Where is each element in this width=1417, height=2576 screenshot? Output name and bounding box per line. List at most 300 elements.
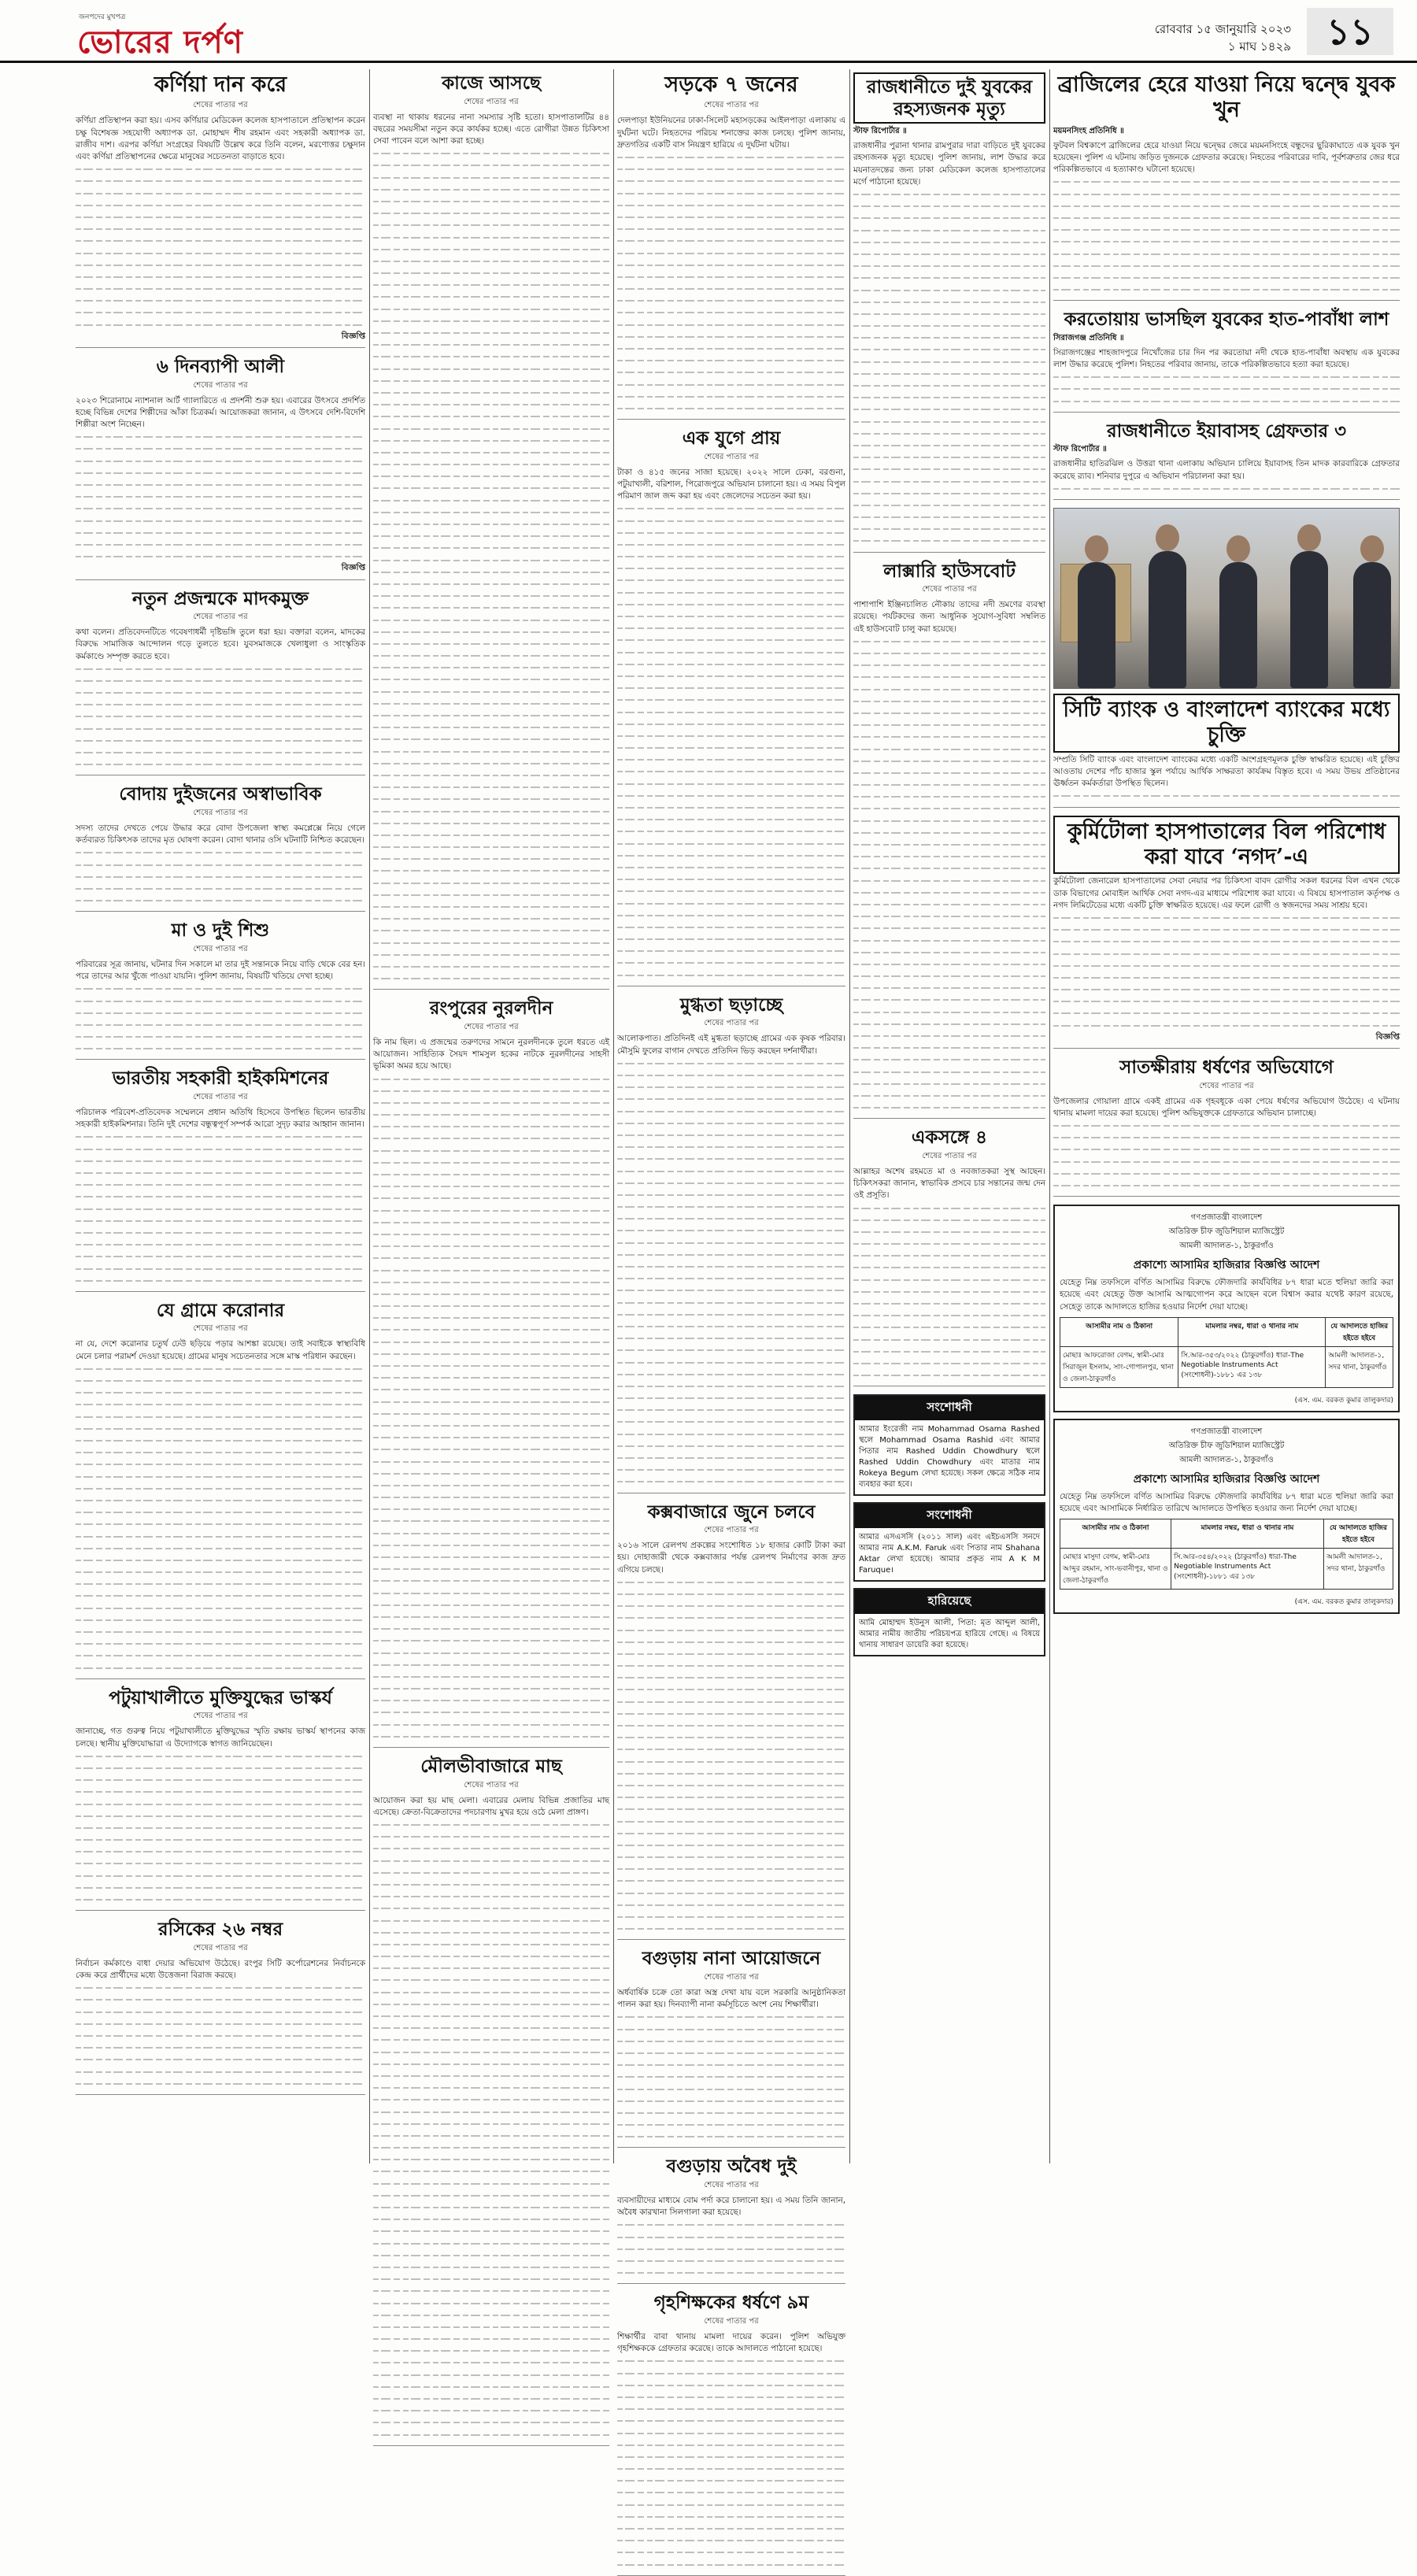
text-line: [617, 342, 845, 354]
text-line: [76, 663, 365, 675]
text-line: [853, 331, 1045, 343]
news-article[interactable]: [1053, 309, 1400, 413]
text-line: [1053, 948, 1400, 960]
text-line: [853, 1286, 1045, 1297]
text-line: [617, 1129, 845, 1141]
article-headline[interactable]: রসিকের ২৬ নম্বর: [157, 1919, 283, 1941]
text-line: [617, 1731, 845, 1743]
text-line: [373, 686, 609, 698]
text-line: [76, 1363, 365, 1375]
news-article[interactable]: [617, 427, 845, 986]
article-headline[interactable]: কুর্মিটোলা হাসপাতালের বিল পরিশোধ করা যাবে ‘নগদ’-এ: [1053, 816, 1400, 875]
text-line: [853, 671, 1045, 683]
text-line: [853, 403, 1045, 415]
text-line: [373, 291, 609, 302]
text-line: [76, 1263, 365, 1275]
article-headline[interactable]: রাজধানীতে দুই যুবকের রহস্যজনক মৃত্যু: [853, 72, 1045, 124]
text-line: [1053, 935, 1400, 947]
continuation-note: শেষের পাতার পর: [464, 1022, 519, 1031]
article-headline[interactable]: মা ও দুই শিশু: [171, 920, 270, 942]
text-line: [373, 375, 609, 387]
text-line: [373, 912, 609, 924]
text-line: [373, 864, 609, 876]
text-line: [617, 861, 845, 873]
text-line: [617, 2499, 845, 2511]
text-line: [373, 1575, 609, 1586]
court-notice-ad[interactable]: [1053, 1205, 1400, 1412]
photo-person: [1219, 562, 1257, 688]
continuation-note: শেষের পাতার পর: [704, 1019, 759, 1028]
text-line: [1053, 1020, 1400, 1031]
text-line: [76, 1578, 365, 1590]
text-line: [617, 2463, 845, 2474]
text-line: [1053, 923, 1400, 935]
news-article[interactable]: [76, 920, 365, 1060]
text-line: [1053, 272, 1400, 283]
text-line: [853, 1334, 1045, 1345]
text-line: [853, 827, 1045, 838]
text-line: [617, 694, 845, 705]
text-line: [373, 2010, 609, 2022]
news-article[interactable]: [76, 356, 365, 579]
classified-notice[interactable]: [853, 1394, 1045, 1496]
text-line: [853, 1202, 1045, 1214]
article-body: কর্ণিয়া প্রতিস্থাপন করা হয়। এসব কর্ণিয়ার মেডিকেল কলেজ হাসপাতালে প্রতিস্থাপন করেন চক্ষু বিশেষজ্ঞ সহযোগী অধ্যাপক ডা. মোহাম্মদ শীষ রহমান এবং সহকারী অধ্যাপক ডা. রাজীব দাশ। এরপর কর্ণিয়া সংগ্রহের বিষয়টি উল্লেখ করে তিনি বলেন, মরণোত্তর চক্ষুদান এবং কর্ণিয়া প্রতিস্থাপনের ক্ষেত্রে মানুষের সচেতনতা বাড়াতে হবে।: [76, 116, 365, 161]
continuation-note: শেষের পাতার পর: [193, 944, 248, 953]
text-line: [617, 2559, 845, 2570]
text-line: [617, 2439, 845, 2451]
text-line: [853, 1297, 1045, 1309]
text-line: [373, 1371, 609, 1383]
text-line: [617, 1105, 845, 1117]
table-row: [1060, 1549, 1393, 1590]
article-body: ফুটবল বিশ্বকাপে ব্রাজিলের হেরে যাওয়া নিয়ে দ্বন্দ্বের জেরে ময়মনসিংহে বন্ধুদের ছুরিকাঘাতে এক যুবক খুন হয়েছেন। পুলিশ এ ঘটনায় জড়িত দুজনকে গ্রেফতার করেছে। নিহতের পরিবারের দাবি, পূর্বশত্রুতার জের ধরে পরিকল্পিতভাবে এ হত্যাকাণ্ড ঘটানো হয়েছে।: [1053, 140, 1400, 175]
continuation-note: শেষের পাতার পর: [704, 1526, 759, 1535]
article-body: পরিবারের সূত্র জানায়, ঘটনার দিন সকালে মা তার দুই সন্তানকে নিয়ে বাড়ি থেকে বের হন। পরে তাদের আর খুঁজে পাওয়া যায়নি। পুলিশ জানায়, বিষয়টি খতিয়ে দেখা হচ্ছে।: [76, 959, 365, 982]
text-line: [373, 398, 609, 410]
text-line: [76, 1275, 365, 1286]
text-line: [617, 1887, 845, 1899]
text-line: [76, 1882, 365, 1893]
text-line: [617, 1117, 845, 1129]
text-line: [76, 1482, 365, 1494]
text-line: [373, 889, 609, 901]
text-line: [853, 1309, 1045, 1321]
text-line: [617, 366, 845, 378]
news-article[interactable]: [853, 1127, 1045, 1386]
news-article[interactable]: [1053, 816, 1400, 1049]
notice-body: আমি মোহাম্মদ ইউনুস আলী, পিতা: মৃত আব্দুল আলী, আমার নামীয় জাতীয় পরিচয়পত্র হারিয়ে গেছে। এ বিষয়ে থানায় সাধারণ ডায়েরি করা হয়েছে।: [859, 1619, 1040, 1650]
text-line: [617, 1660, 845, 1671]
text-line: [373, 350, 609, 362]
article-headline[interactable]: মৌলভীবাজারে মাছ: [420, 1756, 562, 1778]
text-line: [373, 1878, 609, 1890]
text-line: [76, 2030, 365, 2041]
text-line: [617, 390, 845, 402]
news-article[interactable]: [373, 1756, 609, 2446]
text-line: [373, 1890, 609, 1902]
text-line: [853, 1274, 1045, 1286]
notice-body: আমার এসএসসি (২০১১ সাল) এবং এইচএসসি সনদে আমার নাম A.K.M. Faruk এবং পিতার নাম Shahana Aktar লেখা হয়েছে। আমার প্রকৃত নাম A K M Faruque।: [859, 1533, 1040, 1575]
text-line: [617, 1743, 845, 1755]
text-line: [76, 1857, 365, 1869]
text-line: [76, 2006, 365, 2018]
text-line: [853, 356, 1045, 368]
news-article[interactable]: [373, 72, 609, 990]
text-line: [373, 1120, 609, 1132]
text-line: [373, 1205, 609, 1216]
article-body: টাকা ও ৪১৫ জনের সাজা হয়েছে। ২০২২ সালে ঢেকা, বরগুনা, পটুয়াখালী, বরিশাল, পিরোজপুরে অভিযান চালানো হয়। এ সময় বিপুল পরিমাণ জাল জব্দ করা হয় এবং জেলেদের সচেতন করা হয়।: [617, 467, 845, 502]
text-line: [76, 1423, 365, 1434]
news-article[interactable]: [617, 2156, 845, 2284]
text-line: [853, 695, 1045, 707]
text-line: [373, 1228, 609, 1240]
notice-title: সংশোধনী: [855, 1504, 1044, 1528]
text-line: [373, 1503, 609, 1515]
text-line: [853, 779, 1045, 790]
article-body: ২০১৬ সালে রেলপথ প্রকল্পের সংশোধিত ১৮ হাজার কোটি টাকা করা হয়। দোহাজারী থেকে কক্সবাজার পর্যন্ত রেলপথ নির্মাণের কাজ দ্রুত এগিয়ে চলছে।: [617, 1541, 845, 1575]
text-line: [853, 910, 1045, 922]
table-header-row: [1060, 1519, 1393, 1549]
continuation-note: শেষের পাতার পর: [193, 1324, 248, 1334]
text-line: [373, 1563, 609, 1575]
article-headline[interactable]: এক যুগে প্রায়: [682, 427, 781, 450]
text-line: [373, 542, 609, 553]
text-line: [76, 1626, 365, 1638]
text-line: [853, 790, 1045, 802]
article-headline[interactable]: কর্ণিয়া দান করে: [154, 72, 287, 97]
text-line: [76, 1031, 365, 1042]
classified-notice[interactable]: [853, 1502, 1045, 1582]
text-line: [853, 1369, 1045, 1381]
text-line: [373, 2165, 609, 2177]
text-line: [373, 1073, 609, 1085]
article-byline: সিরাজগঞ্জ প্রতিনিধি ॥: [1053, 333, 1124, 342]
continuation-note: শেষের পাতার পর: [464, 1780, 519, 1790]
text-line: [373, 1830, 609, 1842]
text-line: [617, 379, 845, 390]
text-line: [617, 2107, 845, 2119]
news-article[interactable]: [76, 1687, 365, 1911]
text-line: [853, 379, 1045, 391]
article-body: পাশাপাশি ইঞ্জিনচালিত নৌকায় তাদের নদী ভ্রমণের ব্যবস্থা রয়েছে। পর্যটকদের জন্য আধুনিক সুযোগ-সুবিধা সম্বলিত এই হাউসবোট চালু করা হয়েছে।: [853, 600, 1045, 634]
text-line: [853, 970, 1045, 982]
article-headline[interactable]: পটুয়াখালীতে মুক্তিযুদ্ধের ভাস্কর্য: [109, 1686, 332, 1708]
text-line: [373, 1551, 609, 1563]
classified-notice[interactable]: [853, 1588, 1045, 1656]
continuation-note: শেষের পাতার পর: [193, 1943, 248, 1952]
text-line: [373, 853, 609, 864]
text-line: [76, 1638, 365, 1649]
text-line: [853, 1030, 1045, 1042]
text-line: [617, 223, 845, 235]
text-line: [373, 446, 609, 458]
ad-court-name: অতিরিক্ত চীফ জুডিশিয়াল ম্যাজিস্ট্রেট: [1168, 1441, 1285, 1450]
text-line: [617, 1189, 845, 1201]
text-line: [617, 1260, 845, 1272]
article-headline[interactable]: ব্রাজিলের হেরে যাওয়া নিয়ে দ্বন্দ্বে যুবক খুন: [1057, 72, 1396, 123]
text-line: [373, 1515, 609, 1527]
text-line: [617, 2095, 845, 2107]
text-line: [853, 647, 1045, 659]
ad-body: যেহেতু নিম্ন তফসিলে বর্ণিত আসামির বিরুদ্ধে ফৌজদারি কার্যবিধির ৮৭ ধারা মতে হুলিয়া জারি করা হয়েছে এবং আসামিকে নির্ধারিত তারিখে আদালতে উপস্থিত হওয়ার জন্য নির্দেশ দেয়া যাচ্ছে।: [1060, 1491, 1393, 1513]
article-headline[interactable]: লাক্সারি হাউসবোট: [883, 560, 1016, 582]
text-line: [373, 1819, 609, 1830]
text-line: [617, 1356, 845, 1368]
text-line: [373, 2201, 609, 2213]
text-line: [853, 1321, 1045, 1333]
text-line: [853, 1042, 1045, 1053]
text-line: [373, 2034, 609, 2045]
news-article[interactable]: [76, 1919, 365, 2095]
text-line: [373, 1842, 609, 1854]
text-line: [617, 718, 845, 730]
article-headline[interactable]: মুগ্ধতা ছড়াচ্ছে: [679, 994, 783, 1016]
masthead: [0, 0, 1417, 63]
text-line: [76, 1203, 365, 1215]
text-line: [76, 490, 365, 502]
text-line: [76, 539, 365, 550]
text-line: [76, 1982, 365, 1993]
text-line: [373, 1192, 609, 1204]
text-line: [853, 188, 1045, 200]
text-line: [617, 646, 845, 658]
text-line: [373, 2022, 609, 2034]
text-line: [853, 320, 1045, 331]
article-headline[interactable]: সড়কে ৭ জনের: [664, 72, 798, 97]
text-line: [373, 482, 609, 494]
text-line: [373, 2141, 609, 2153]
news-article[interactable]: [1053, 1057, 1400, 1197]
text-line: [373, 339, 609, 350]
text-line: [76, 1190, 365, 1202]
article-headline[interactable]: গৃহশিক্ষকের ধর্ষণে ৯ম: [653, 2292, 809, 2314]
text-line: [76, 698, 365, 710]
news-article[interactable]: [617, 1501, 845, 1941]
text-line: [76, 1506, 365, 1518]
article-headline[interactable]: সাতক্ষীরায় ধর্ষণের অভিযোগে: [1119, 1057, 1334, 1079]
text-line: [373, 1456, 609, 1468]
article-body: ব্যবস্থা না থাকায় ধরনের নানা সমস্যার সৃষ্টি হতো। হাসপাতালটির ৪৪ বছরের সময়সীমা নতুন করে কার্যকর হচ্ছে। এতে রোগীরা উন্নত চিকিৎসা সেবা পাবেন বলে আশা করা হচ্ছে।: [373, 112, 609, 146]
text-line: [853, 224, 1045, 236]
news-article[interactable]: [617, 2292, 845, 2575]
text-line: [76, 223, 365, 235]
text-line: [617, 1624, 845, 1636]
text-line: [76, 1750, 365, 1762]
article-headline[interactable]: রাজধানীতে ইয়াবাসহ গ্রেফতার ৩: [1106, 420, 1347, 442]
text-line: [617, 1839, 845, 1851]
article-credit: বিজ্ঞপ্তি: [1375, 1031, 1400, 1042]
text-line: [617, 598, 845, 610]
text-line: [373, 901, 609, 912]
article-headline[interactable]: একসঙ্গে ৪: [911, 1127, 988, 1149]
text-line: [373, 626, 609, 638]
news-article[interactable]: [373, 997, 609, 1748]
text-line: [617, 1452, 845, 1464]
text-line: [853, 982, 1045, 994]
text-line: [373, 2393, 609, 2404]
text-line: [373, 315, 609, 327]
text-line: [373, 255, 609, 267]
text-line: [76, 1446, 365, 1458]
text-line: [373, 1730, 609, 1742]
text-line: [617, 259, 845, 271]
text-line: [617, 909, 845, 921]
text-line: [617, 1464, 845, 1475]
text-line: [617, 1212, 845, 1224]
text-line: [76, 2078, 365, 2089]
text-line: [853, 683, 1045, 695]
article-headline[interactable]: কাজে আসছে: [442, 72, 541, 94]
article-headline[interactable]: করতোয়ায় ভাসছিল যুবকের হাত-পাবাঁধা লাশ: [1064, 309, 1389, 331]
text-line: [76, 1471, 365, 1482]
text-line: [617, 2255, 845, 2267]
text-line: [373, 1986, 609, 1998]
article-headline[interactable]: কক্সবাজারে জুনে চলবে: [647, 1501, 816, 1523]
table-cell: মোছাঃ মাসুদা বেগম, স্বামী-মোঃ আব্দুর রহমান, সাং-ভবানীপুর, থানা ও জেলা-ঠাকুরগাঁও: [1060, 1549, 1171, 1590]
text-line: [617, 610, 845, 622]
masthead-tagline: জনপদের মুখপত্র: [79, 13, 126, 21]
text-line: [373, 924, 609, 936]
text-line: [617, 765, 845, 777]
text-line: [853, 1053, 1045, 1065]
text-line: [76, 995, 365, 1007]
text-line: [76, 1131, 365, 1142]
article-headline[interactable]: বোদায় দুইজনের অস্বাভাবিক: [119, 783, 322, 805]
text-line: [853, 1090, 1045, 1101]
article-headline[interactable]: ভারতীয় সহকারী হাইকমিশনের: [112, 1068, 329, 1090]
text-line: [617, 1057, 845, 1069]
news-article[interactable]: [1053, 694, 1400, 808]
text-line: [373, 757, 609, 769]
text-line: [617, 1344, 845, 1356]
photo-person-head: [1297, 524, 1321, 551]
column-divider: [369, 69, 370, 2163]
news-article[interactable]: [76, 588, 365, 776]
text-line: [76, 846, 365, 858]
text-line: [853, 463, 1045, 475]
text-line: [373, 243, 609, 255]
continuation-note: শেষের পাতার পর: [704, 2181, 759, 2190]
article-headline[interactable]: রংপুরের নুরলদীন: [429, 997, 553, 1020]
text-line: [373, 1300, 609, 1312]
text-line: [617, 163, 845, 175]
text-line: [1053, 983, 1400, 995]
article-headline[interactable]: ৬ দিনব্যাপী আলী: [156, 356, 285, 378]
news-article[interactable]: [853, 561, 1045, 1120]
news-article[interactable]: [76, 783, 365, 912]
continuation-note: শেষের পাতার পর: [704, 2317, 759, 2326]
text-line: [617, 945, 845, 957]
text-line: [373, 530, 609, 542]
news-article[interactable]: [617, 72, 845, 420]
text-line: [373, 2249, 609, 2261]
text-line: [853, 260, 1045, 272]
news-article[interactable]: [853, 72, 1045, 553]
text-line: [76, 175, 365, 187]
news-article[interactable]: [1053, 420, 1400, 500]
text-line: [373, 1396, 609, 1408]
text-line: [373, 1323, 609, 1335]
text-line: [617, 1224, 845, 1236]
news-article[interactable]: [76, 72, 365, 348]
text-line: [617, 2534, 845, 2546]
text-line: [617, 753, 845, 765]
news-article[interactable]: [76, 1068, 365, 1291]
text-line: [373, 327, 609, 339]
news-article[interactable]: [1053, 72, 1400, 301]
text-line: [373, 2381, 609, 2393]
text-line: [76, 1590, 365, 1601]
news-article[interactable]: [76, 1300, 365, 1679]
text-line: [76, 1386, 365, 1398]
article-headline[interactable]: সিটি ব্যাংক ও বাংলাদেশ ব্যাংকের মধ্যে চুক্তি: [1053, 694, 1400, 753]
text-line: [617, 1719, 845, 1731]
text-line: [617, 873, 845, 885]
text-line: [853, 635, 1045, 647]
text-line: [617, 921, 845, 933]
text-line: [76, 1238, 365, 1250]
text-line: [853, 922, 1045, 934]
news-article[interactable]: [617, 994, 845, 1493]
column-divider: [1049, 69, 1050, 2163]
text-line: [373, 1468, 609, 1479]
ad-court-name: অতিরিক্ত চীফ জুডিশিয়াল ম্যাজিস্ট্রেট: [1168, 1227, 1285, 1237]
text-line: [373, 661, 609, 673]
text-line: [617, 502, 845, 514]
continuation-note: শেষের পাতার পর: [193, 101, 248, 110]
article-headline[interactable]: নতুন প্রজন্মকে মাদকমুক্ত: [132, 587, 309, 609]
text-line: [76, 675, 365, 687]
text-line: [617, 1779, 845, 1791]
text-line: [853, 719, 1045, 731]
text-line: [617, 211, 845, 223]
text-line: [373, 363, 609, 375]
text-line: [853, 343, 1045, 355]
text-line: [617, 2047, 845, 2059]
court-notice-ad[interactable]: [1053, 1419, 1400, 1614]
text-line: [617, 742, 845, 753]
text-line: [76, 550, 365, 562]
text-line: [373, 1132, 609, 1144]
text-line: [373, 1694, 609, 1706]
text-line: [76, 1554, 365, 1566]
text-line: [617, 175, 845, 187]
text-line: [853, 1261, 1045, 1273]
text-line: [853, 946, 1045, 958]
text-line: [617, 957, 845, 968]
article-headline[interactable]: বগুড়ায় নানা আয়োজনে: [642, 1948, 821, 1970]
article-headline[interactable]: বগুড়ায় অবৈধ দুই: [666, 2156, 797, 2178]
text-line: [617, 1392, 845, 1404]
text-line: [373, 1157, 609, 1168]
text-line: [373, 2213, 609, 2225]
article-byline: ময়মনসিংহ প্রতিনিধি ॥: [1053, 126, 1124, 135]
text-line: [76, 1398, 365, 1410]
text-line: [853, 391, 1045, 403]
article-headline[interactable]: যে গ্রামে করোনার: [156, 1299, 285, 1321]
text-line: [76, 163, 365, 175]
continuation-note: শেষের পাতার পর: [1199, 1081, 1254, 1090]
news-article[interactable]: [617, 1948, 845, 2148]
text-line: [853, 755, 1045, 767]
text-line: [617, 2243, 845, 2255]
text-line: [1053, 212, 1400, 224]
text-line: [76, 1250, 365, 1262]
text-line: [76, 479, 365, 490]
column-2: [373, 69, 609, 2163]
continuation-note: শেষের পাতার পর: [193, 1093, 248, 1102]
